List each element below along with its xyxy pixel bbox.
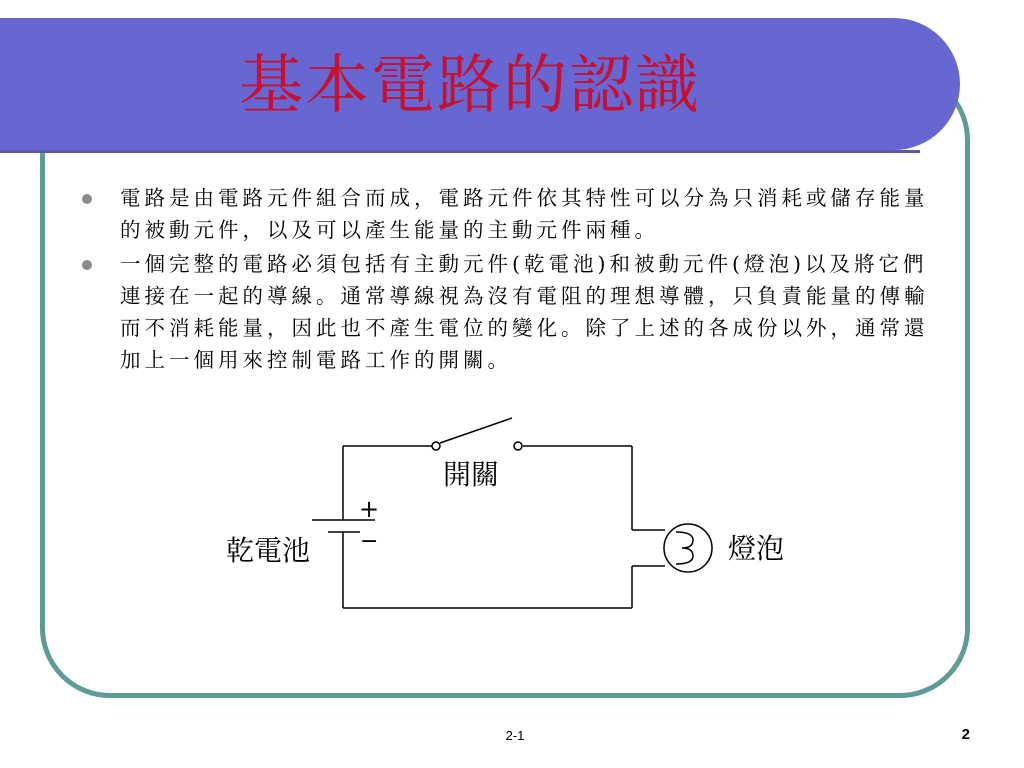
battery-minus-sign: − (360, 529, 379, 554)
bullet-text: 一個完整的電路必須包括有主動元件(乾電池)和被動元件(燈泡)以及將它們連接在一起的導線。通常導線視為沒有電阻的理想導體，只負責能量的傳輸而不消耗能量，因此也不產生電位的變化。除了上述的各成份以外，通常還加上一個用來控制電路工作的開關。 (120, 252, 929, 372)
bullet-text: 電路是由電路元件組合而成，電路元件依其特性可以分為只消耗或儲存能量的被動元件，以及可以產生能量的主動元件兩種。 (120, 186, 929, 242)
bulb-filament (676, 532, 693, 564)
battery-plus-sign: + (359, 495, 380, 523)
slide-title: 基本電路的認識 (239, 49, 701, 123)
page-number: 2 (961, 726, 970, 743)
bulb-label: 燈泡 (728, 532, 785, 565)
switch-contact-left (432, 442, 440, 450)
battery-label: 乾電池 (226, 534, 311, 567)
footer-section: 2-1 (505, 728, 525, 743)
bulb-icon (664, 524, 712, 572)
switch-lever (440, 418, 512, 443)
switch-label: 開關 (443, 458, 500, 491)
switch-contact-right (514, 442, 522, 450)
